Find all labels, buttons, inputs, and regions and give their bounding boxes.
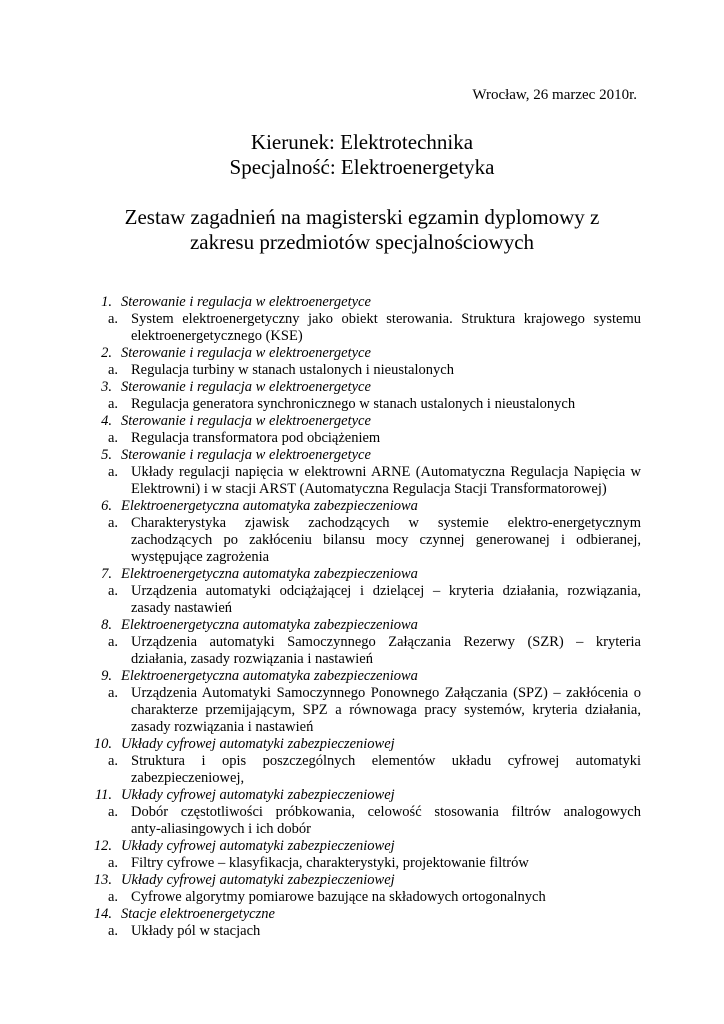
topics-list	[86, 294, 641, 940]
topic-number: 8.	[101, 617, 112, 633]
topic-title: Sterowanie i regulacja w elektroenergetyce	[121, 413, 371, 429]
topic-item	[86, 736, 641, 753]
subitem-line: Urządzenia automatyki odciążającej i dzielącej – kryteria działania, rozwiązania,	[131, 583, 641, 599]
subitem-letter: a.	[108, 855, 119, 871]
topic-number: 3.	[101, 379, 112, 395]
subitem-text	[131, 362, 641, 379]
topic-title: Elektroenergetyczna automatyka zabezpieczeniowa	[121, 498, 418, 514]
subitem-line: występujące zagrożenia	[131, 549, 270, 565]
heading-specialty: Specjalność: Elektroenergetyka	[229, 155, 495, 179]
subitem-text	[131, 855, 641, 872]
topic-number: 13.	[93, 872, 112, 888]
subitem-letter: a.	[108, 804, 119, 820]
topic-subitem	[108, 583, 641, 617]
subitem-text	[131, 583, 641, 617]
subitem-line: Regulacja turbiny w stanach ustalonych i nieustalonych	[131, 362, 454, 378]
subitem-line: Cyfrowe algorytmy pomiarowe bazujące na składowych ortogonalnych	[131, 889, 546, 905]
subitem-letter: a.	[108, 430, 119, 446]
page-title-line-1: Zestaw zagadnień na magisterski egzamin dyplomowy z	[124, 205, 600, 229]
subitem-text	[131, 430, 641, 447]
topic-item	[86, 379, 641, 396]
subitem-line: Struktura i opis poszczególnych elementów układu cyfrowej automatyki	[131, 753, 641, 769]
subitem-line: zachodzących po zakłóceniu bilansu mocy czynnej generowanej i odbieranej,	[131, 532, 641, 548]
topic-number: 7.	[101, 566, 112, 582]
topic-title: Układy cyfrowej automatyki zabezpieczeniowej	[121, 872, 395, 888]
subitem-line: Charakterystyka zjawisk zachodzących w systemie elektro-energetycznym	[131, 515, 641, 531]
subitem-text	[131, 889, 641, 906]
subitem-line: Filtry cyfrowe – klasyfikacja, charakterystyki, projektowanie filtrów	[131, 855, 529, 871]
page-title-line-2: zakresu przedmiotów specjalnościowych	[189, 230, 535, 254]
topic-item	[86, 413, 641, 430]
topic-number: 2.	[101, 345, 112, 361]
topic-item	[86, 345, 641, 362]
topic-number: 6.	[101, 498, 112, 514]
subitem-letter: a.	[108, 923, 119, 939]
topic-subitem	[108, 855, 641, 872]
topic-item	[86, 906, 641, 923]
topic-item	[86, 668, 641, 685]
subitem-text	[131, 685, 641, 736]
subitem-text	[131, 923, 641, 940]
topic-title: Elektroenergetyczna automatyka zabezpieczeniowa	[121, 566, 418, 582]
subitem-line: elektroenergetycznego (KSE)	[131, 328, 303, 344]
topic-number: 10.	[93, 736, 112, 752]
topic-title: Sterowanie i regulacja w elektroenergetyce	[121, 379, 371, 395]
subitem-text	[131, 311, 641, 345]
topic-title: Stacje elektroenergetyczne	[121, 906, 275, 922]
subitem-line: Regulacja transformatora pod obciążeniem	[131, 430, 381, 446]
topic-subitem	[108, 685, 641, 736]
heading-direction: Kierunek: Elektrotechnika	[250, 130, 474, 154]
subitem-letter: a.	[108, 396, 119, 412]
subitem-line: anty-aliasingowych i ich dobór	[131, 821, 311, 837]
subitem-line: Regulacja generatora synchronicznego w stanach ustalonych i nieustalonych	[131, 396, 576, 412]
subitem-line: zabezpieczeniowej,	[131, 770, 245, 786]
topic-title: Sterowanie i regulacja w elektroenergetyce	[121, 294, 371, 310]
topic-item	[86, 787, 641, 804]
subitem-letter: a.	[108, 889, 119, 905]
subitem-line: charakterze przemijającym, SPZ a równowaga pracy systemów, kryteria działania,	[131, 702, 641, 718]
topic-number: 11.	[94, 787, 112, 803]
subitem-line: Elektrowni) i w stacji ARST (Automatyczna Regulacja Stacji Transformatorowej)	[131, 481, 607, 497]
topic-item	[86, 872, 641, 889]
subitem-line: Dobór częstotliwości próbkowania, celowość stosowania filtrów analogowych	[131, 804, 641, 820]
topic-title: Układy cyfrowej automatyki zabezpieczeniowej	[121, 787, 395, 803]
subitem-letter: a.	[108, 362, 119, 378]
topic-title: Sterowanie i regulacja w elektroenergetyce	[121, 447, 371, 463]
topic-number: 4.	[101, 413, 112, 429]
subitem-text	[131, 396, 641, 413]
subitem-line: zasady nastawień	[131, 600, 233, 616]
topic-item	[86, 566, 641, 583]
topic-subitem	[108, 634, 641, 668]
subitem-line: System elektroenergetyczny jako obiekt sterowania. Struktura krajowego systemu	[131, 311, 641, 327]
topic-number: 14.	[93, 906, 112, 922]
topic-title: Układy cyfrowej automatyki zabezpieczeniowej	[121, 736, 395, 752]
subitem-letter: a.	[108, 685, 119, 701]
subitem-letter: a.	[108, 583, 119, 599]
topic-item	[86, 294, 641, 311]
topic-subitem	[108, 396, 641, 413]
topic-item	[86, 617, 641, 634]
date-line: Wrocław, 26 marzec 2010r.	[472, 87, 637, 103]
topic-subitem	[108, 753, 641, 787]
topic-subitem	[108, 804, 641, 838]
topic-number: 5.	[101, 447, 112, 463]
topic-number: 1.	[101, 294, 112, 310]
topic-subitem	[108, 311, 641, 345]
topic-item	[86, 838, 641, 855]
subitem-line: Układy pól w stacjach	[131, 923, 261, 939]
topic-title: Sterowanie i regulacja w elektroenergetyce	[121, 345, 371, 361]
subitem-line: Urządzenia Automatyki Samoczynnego Ponownego Załączania (SPZ) – zakłócenia o	[131, 685, 641, 701]
topic-subitem	[108, 923, 641, 940]
subitem-text	[131, 804, 641, 838]
subitem-line: Układy regulacji napięcia w elektrowni ARNE (Automatyczna Regulacja Napięcia w	[131, 464, 641, 480]
topic-title: Elektroenergetyczna automatyka zabezpieczeniowa	[121, 668, 418, 684]
topic-subitem	[108, 430, 641, 447]
topic-title: Elektroenergetyczna automatyka zabezpieczeniowa	[121, 617, 418, 633]
topic-subitem	[108, 362, 641, 379]
topic-subitem	[108, 464, 641, 498]
topic-number: 12.	[93, 838, 112, 854]
subitem-letter: a.	[108, 753, 119, 769]
subitem-line: działania, zasady rozwiązania i nastawień	[131, 651, 373, 667]
subitem-letter: a.	[108, 311, 119, 327]
subitem-text	[131, 634, 641, 668]
subitem-text	[131, 464, 641, 498]
topic-title: Układy cyfrowej automatyki zabezpieczeniowej	[121, 838, 395, 854]
topic-item	[86, 447, 641, 464]
topic-subitem	[108, 889, 641, 906]
subitem-line: zasady rozwiązania i nastawień	[131, 719, 314, 735]
subitem-text	[131, 753, 641, 787]
subitem-line: Urządzenia automatyki Samoczynnego Załączania Rezerwy (SZR) – kryteria	[131, 634, 641, 650]
topic-number: 9.	[101, 668, 112, 684]
subitem-text	[131, 515, 641, 566]
subitem-letter: a.	[108, 464, 119, 480]
subitem-letter: a.	[108, 634, 119, 650]
subitem-letter: a.	[108, 515, 119, 531]
topic-item	[86, 498, 641, 515]
topic-subitem	[108, 515, 641, 566]
